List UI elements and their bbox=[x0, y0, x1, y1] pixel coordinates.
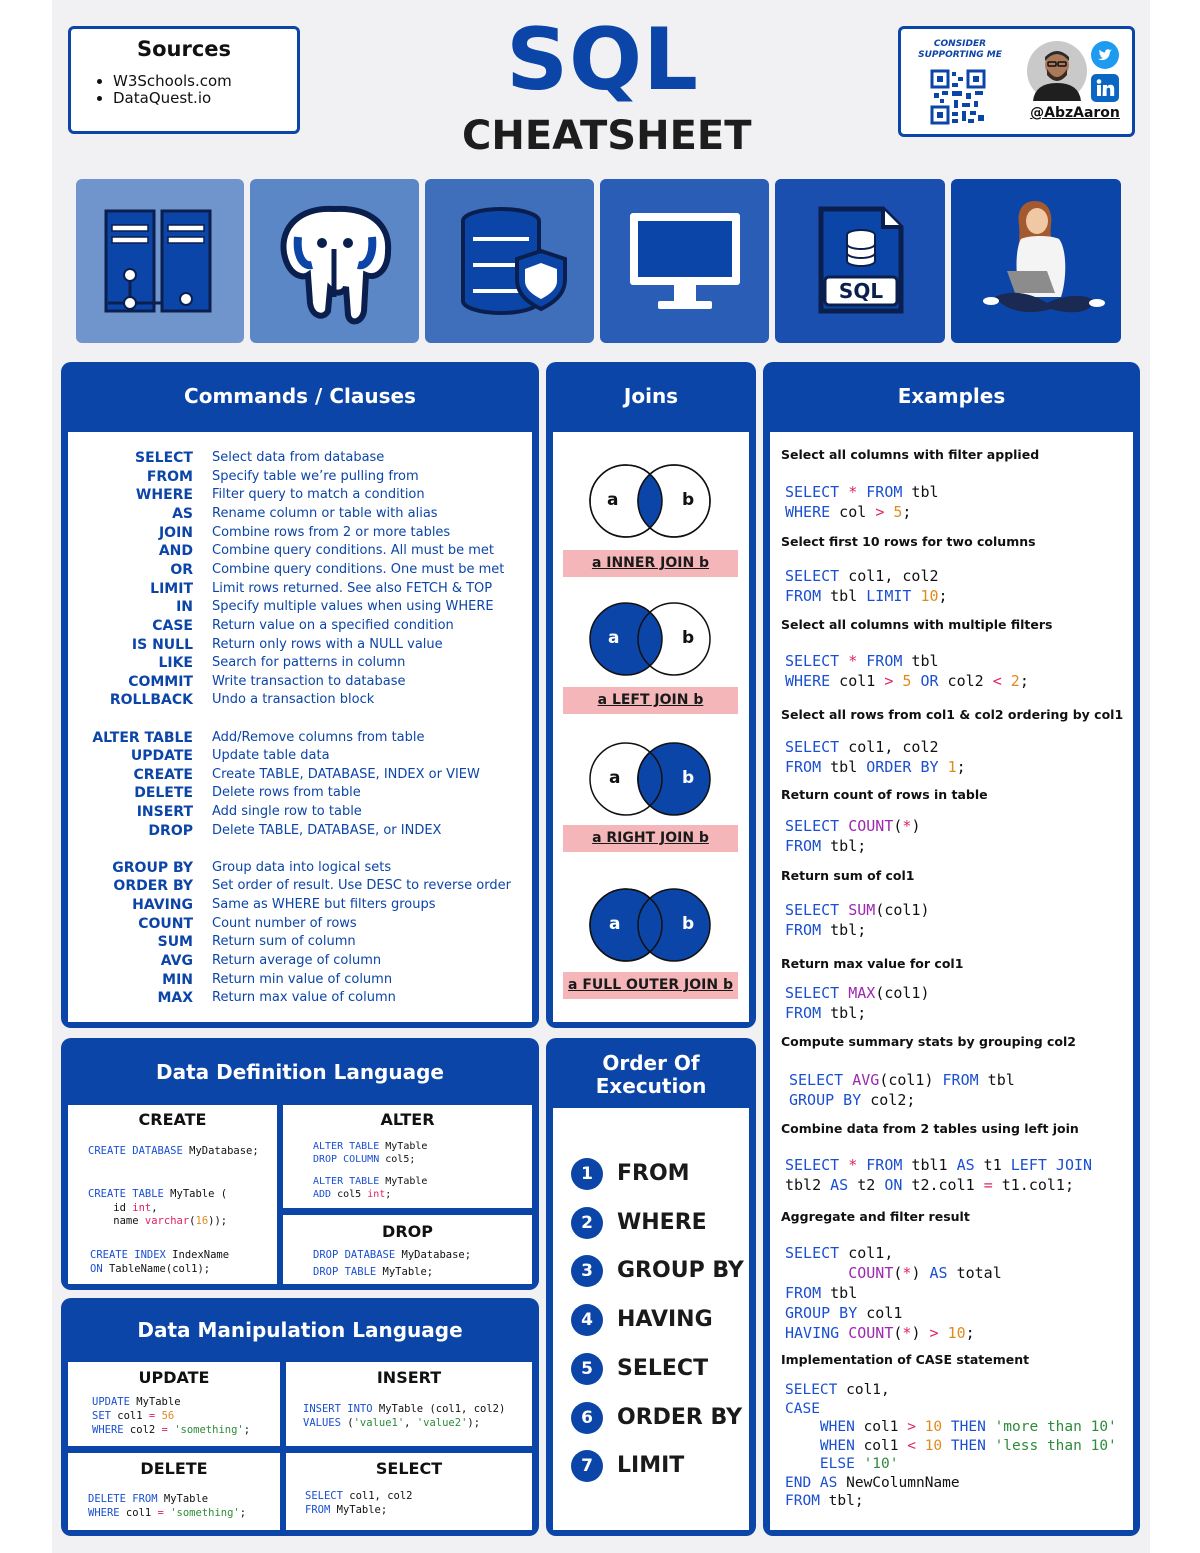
example-heading: Select all columns with multiple filters bbox=[781, 617, 1053, 632]
command-row bbox=[68, 766, 528, 785]
qr-code-icon[interactable] bbox=[930, 69, 986, 125]
order-step-label: SELECT bbox=[617, 1355, 709, 1381]
example-heading: Combine data from 2 tables using left join bbox=[781, 1121, 1079, 1136]
database-tile bbox=[425, 179, 594, 343]
ddl-alter-code[interactable]: ALTER TABLE MyTable ADD col5 int; bbox=[313, 1176, 428, 1200]
command-description: Set order of result. Use DESC to reverse order bbox=[212, 878, 511, 894]
command-keyword: GROUP BY bbox=[112, 859, 193, 876]
joins-title: Joins bbox=[623, 384, 679, 408]
example-code[interactable]: SELECT col1, COUNT(*) AS total FROM tbl GROUP BY col1 HAVING COUNT(*) > 10; bbox=[785, 1244, 1002, 1342]
venn-label-b: b bbox=[682, 914, 695, 934]
examples-title: Examples bbox=[897, 384, 1006, 408]
left-join-diagram[interactable] bbox=[580, 594, 720, 684]
example-heading: Return max value for col1 bbox=[781, 956, 964, 971]
monitor-tile bbox=[600, 179, 769, 343]
example-code[interactable]: SELECT * FROM tbl WHERE col1 > 5 OR col2 < 2; bbox=[785, 652, 1029, 690]
command-row bbox=[68, 449, 528, 468]
example-heading: Implementation of CASE statement bbox=[781, 1352, 1030, 1367]
command-keyword: MAX bbox=[157, 990, 193, 1007]
order-step-number: 3 bbox=[571, 1255, 603, 1287]
command-row bbox=[68, 636, 528, 655]
dml-select-code[interactable]: SELECT col1, col2 FROM MyTable; bbox=[305, 1490, 413, 1516]
dml-delete-code[interactable]: DELETE FROM MyTable WHERE col1 = 'something'; bbox=[88, 1493, 247, 1519]
command-row bbox=[68, 896, 528, 915]
ddl-create-code[interactable]: CREATE INDEX IndexName ON TableName(col1); bbox=[90, 1249, 230, 1275]
order-step-number: 1 bbox=[571, 1158, 603, 1190]
commands-list bbox=[68, 449, 532, 1029]
command-row bbox=[68, 505, 528, 524]
example-code[interactable]: SELECT SUM(col1) FROM tbl; bbox=[785, 901, 930, 939]
command-row bbox=[68, 859, 528, 878]
linkedin-icon[interactable] bbox=[1091, 74, 1119, 102]
command-row bbox=[68, 933, 528, 952]
command-row bbox=[68, 617, 528, 636]
command-keyword: AS bbox=[172, 505, 193, 522]
command-keyword: JOIN bbox=[158, 524, 193, 541]
example-heading: Select all rows from col1 & col2 ordering by col1 bbox=[781, 707, 1124, 722]
venn-label-b: b bbox=[682, 628, 695, 648]
dml-update-code[interactable]: UPDATE MyTable SET col1 = 56 WHERE col2 = 'something'; bbox=[92, 1396, 251, 1436]
ddl-alter-code[interactable]: ALTER TABLE MyTable DROP COLUMN col5; bbox=[313, 1141, 428, 1165]
command-row bbox=[68, 822, 528, 841]
order-step-number: 2 bbox=[571, 1207, 603, 1239]
example-code[interactable]: SELECT col1, CASE WHEN col1 > 10 THEN 'more than 10' WHEN col1 < 10 THEN 'less than 10' ELSE '10' END AS NewColumnName FROM tbl; bbox=[785, 1382, 1117, 1509]
command-row bbox=[68, 784, 528, 803]
command-description: Return min value of column bbox=[212, 971, 393, 987]
command-row bbox=[68, 803, 528, 822]
order-step-label: FROM bbox=[617, 1161, 690, 1186]
command-keyword: COMMIT bbox=[128, 673, 193, 690]
command-row bbox=[68, 691, 528, 710]
ddl-create-heading: CREATE bbox=[138, 1110, 207, 1129]
example-code[interactable]: SELECT * FROM tbl1 AS t1 LEFT JOIN tbl2 AS t2 ON t2.col1 = t1.col1; bbox=[785, 1156, 1093, 1194]
command-keyword: ORDER BY bbox=[113, 878, 193, 895]
command-row bbox=[68, 673, 528, 692]
dml-insert-heading: INSERT bbox=[376, 1368, 442, 1387]
command-keyword: IS NULL bbox=[131, 636, 193, 653]
command-description: Combine rows from 2 or more tables bbox=[212, 524, 451, 540]
full-outer-join-label[interactable]: a FULL OUTER JOIN b bbox=[563, 972, 738, 999]
command-description: Specify multiple values when using WHERE bbox=[212, 599, 494, 615]
example-code[interactable]: SELECT * FROM tbl WHERE col > 5; bbox=[785, 483, 939, 521]
command-description: Return sum of column bbox=[212, 934, 356, 950]
command-keyword: INSERT bbox=[136, 804, 193, 821]
example-heading: Return count of rows in table bbox=[781, 787, 988, 802]
ddl-title: Data Definition Language bbox=[156, 1060, 444, 1084]
left-join-label[interactable]: a LEFT JOIN b bbox=[563, 687, 738, 714]
order-step-label: LIMIT bbox=[617, 1453, 685, 1479]
author-handle[interactable]: @AbzAaron bbox=[1030, 105, 1120, 121]
right-join-label[interactable]: a RIGHT JOIN b bbox=[563, 825, 738, 852]
command-row bbox=[68, 524, 528, 543]
command-keyword: AND bbox=[158, 543, 193, 560]
page-title: SQL bbox=[506, 10, 699, 110]
command-description: Group data into logical sets bbox=[212, 859, 392, 875]
command-description: Return value on a specified condition bbox=[212, 617, 454, 633]
command-description: Combine query conditions. All must be met bbox=[212, 543, 495, 559]
command-description: Limit rows returned. See also FETCH & TOP bbox=[212, 580, 493, 596]
example-heading: Select first 10 rows for two columns bbox=[781, 534, 1036, 549]
command-description: Update table data bbox=[212, 748, 330, 764]
dml-insert-code[interactable]: INSERT INTO MyTable (col1, col2) VALUES ('value1', 'value2'); bbox=[303, 1403, 506, 1429]
postgresql-elephant-icon bbox=[250, 179, 419, 343]
command-description: Select data from database bbox=[212, 450, 385, 465]
venn-label-a: a bbox=[607, 490, 619, 510]
twitter-icon[interactable] bbox=[1091, 41, 1119, 69]
command-keyword: LIMIT bbox=[150, 580, 193, 597]
command-row bbox=[68, 598, 528, 617]
order-step-number: 7 bbox=[571, 1450, 603, 1482]
commands-title: Commands / Clauses bbox=[184, 384, 416, 408]
dml-delete-heading: DELETE bbox=[140, 1459, 208, 1478]
command-description: Delete rows from table bbox=[212, 785, 361, 801]
source-item[interactable]: • DataQuest.io bbox=[113, 90, 297, 107]
command-description: Return average of column bbox=[212, 953, 382, 969]
order-step-number: 6 bbox=[571, 1402, 603, 1434]
command-row bbox=[68, 561, 528, 580]
command-keyword: MIN bbox=[162, 971, 193, 988]
dml-title: Data Manipulation Language bbox=[137, 1318, 463, 1342]
command-row bbox=[68, 989, 528, 1008]
command-keyword: UPDATE bbox=[130, 748, 193, 765]
command-keyword: ALTER TABLE bbox=[92, 729, 193, 746]
command-row bbox=[68, 915, 528, 934]
example-heading: Select all columns with filter applied bbox=[781, 447, 1040, 462]
example-heading: Compute summary stats by grouping col2 bbox=[781, 1034, 1077, 1049]
command-keyword: DELETE bbox=[134, 785, 193, 802]
example-code[interactable]: SELECT AVG(col1) FROM tbl GROUP BY col2; bbox=[789, 1071, 1015, 1109]
person-tile bbox=[951, 179, 1121, 343]
command-keyword: OR bbox=[170, 561, 193, 578]
ddl-drop-heading: DROP bbox=[382, 1222, 433, 1241]
example-code[interactable]: SELECT col1, col2 FROM tbl ORDER BY 1; bbox=[785, 738, 966, 776]
sql-file-icon bbox=[775, 179, 945, 343]
command-description: Delete TABLE, DATABASE, or INDEX bbox=[212, 822, 442, 838]
command-description: Same as WHERE but filters groups bbox=[212, 897, 436, 913]
page-subtitle: CHEATSHEET bbox=[462, 113, 752, 159]
order-step-label: HAVING bbox=[617, 1307, 713, 1333]
command-description: Undo a transaction block bbox=[212, 692, 375, 708]
command-row bbox=[68, 542, 528, 561]
ddl-create-code[interactable]: CREATE TABLE MyTable ( id int, name varchar(16)); bbox=[88, 1188, 228, 1227]
support-box bbox=[898, 26, 1135, 137]
sources-list bbox=[113, 73, 297, 107]
inner-join-label[interactable]: a INNER JOIN b bbox=[563, 550, 738, 577]
command-keyword: SUM bbox=[157, 934, 193, 951]
command-description: Count number of rows bbox=[212, 915, 357, 931]
command-description: Add single row to table bbox=[212, 804, 362, 820]
example-code[interactable]: SELECT col1, col2 FROM tbl LIMIT 10; bbox=[785, 567, 948, 605]
command-row bbox=[68, 580, 528, 599]
command-row bbox=[68, 486, 528, 505]
sql-file-label: SQL bbox=[838, 279, 884, 303]
postgres-tile bbox=[250, 179, 419, 343]
dml-update-heading: UPDATE bbox=[138, 1368, 210, 1387]
command-row bbox=[68, 952, 528, 971]
command-row bbox=[68, 729, 528, 748]
command-description: Add/Remove columns from table bbox=[212, 729, 425, 745]
example-heading: Aggregate and filter result bbox=[781, 1209, 970, 1224]
inner-join-diagram[interactable] bbox=[580, 456, 720, 546]
venn-label-b: b bbox=[682, 490, 695, 510]
venn-label-a: a bbox=[608, 628, 620, 648]
dml-select-heading: SELECT bbox=[375, 1459, 443, 1478]
support-caption: CONSIDER SUPPORTING ME bbox=[918, 39, 1002, 60]
command-row bbox=[68, 654, 528, 673]
command-keyword: DROP bbox=[148, 822, 193, 839]
command-description: Return max value of column bbox=[212, 990, 396, 1006]
command-description: Rename column or table with alias bbox=[212, 505, 438, 521]
ddl-drop-code[interactable]: DROP DATABASE MyDatabase; DROP TABLE MyTable; bbox=[313, 1249, 472, 1278]
order-step-number: 4 bbox=[571, 1304, 603, 1336]
ddl-alter-heading: ALTER bbox=[380, 1110, 435, 1129]
command-description: Combine query conditions. One must be met bbox=[212, 561, 505, 577]
command-keyword: IN bbox=[176, 599, 193, 616]
example-code[interactable]: SELECT COUNT(*) FROM tbl; bbox=[785, 817, 921, 855]
command-keyword: SELECT bbox=[135, 450, 193, 466]
source-item[interactable]: • W3Schools.com bbox=[113, 73, 297, 90]
command-keyword: COUNT bbox=[138, 915, 193, 932]
command-description: Create TABLE, DATABASE, INDEX or VIEW bbox=[212, 766, 480, 782]
venn-label-b: b bbox=[682, 768, 695, 788]
example-code[interactable]: SELECT MAX(col1) FROM tbl; bbox=[785, 984, 930, 1022]
command-keyword: CREATE bbox=[133, 766, 193, 783]
command-keyword: FROM bbox=[146, 468, 193, 485]
command-description: Filter query to match a condition bbox=[212, 487, 425, 503]
database-shield-icon bbox=[425, 179, 594, 343]
command-keyword: HAVING bbox=[132, 897, 193, 914]
command-keyword: CASE bbox=[152, 617, 193, 634]
command-description: Write transaction to database bbox=[212, 673, 406, 689]
monitor-icon bbox=[600, 179, 769, 343]
command-keyword: ROLLBACK bbox=[109, 692, 193, 709]
right-join-diagram[interactable] bbox=[580, 734, 720, 824]
order-title: Order Of Execution bbox=[595, 1051, 707, 1098]
order-step-label: WHERE bbox=[617, 1209, 707, 1235]
venn-label-a: a bbox=[609, 768, 621, 788]
person-laptop-icon bbox=[951, 179, 1121, 343]
command-keyword: LIKE bbox=[158, 655, 193, 672]
command-row bbox=[68, 971, 528, 990]
command-description: Specify table we’re pulling from bbox=[212, 468, 419, 484]
example-heading: Return sum of col1 bbox=[781, 868, 915, 883]
command-keyword: AVG bbox=[160, 953, 193, 970]
sources-box bbox=[68, 26, 300, 134]
order-step-number: 5 bbox=[571, 1353, 603, 1385]
full-outer-join-diagram[interactable] bbox=[580, 880, 720, 970]
command-description: Search for patterns in column bbox=[212, 655, 406, 671]
order-step-label: ORDER BY bbox=[617, 1404, 743, 1430]
server-icon bbox=[76, 179, 244, 343]
venn-label-a: a bbox=[609, 914, 621, 934]
command-row bbox=[68, 468, 528, 487]
server-tile bbox=[76, 179, 244, 343]
command-row bbox=[68, 747, 528, 766]
avatar[interactable] bbox=[1027, 41, 1087, 101]
ddl-create-code[interactable]: CREATE DATABASE MyDatabase; bbox=[88, 1145, 259, 1157]
sql-file-tile bbox=[775, 179, 945, 343]
command-keyword: WHERE bbox=[135, 487, 193, 504]
sources-title: Sources bbox=[136, 37, 232, 61]
order-step-label: GROUP BY bbox=[617, 1258, 744, 1284]
command-description: Return only rows with a NULL value bbox=[212, 636, 443, 652]
command-row bbox=[68, 877, 528, 896]
